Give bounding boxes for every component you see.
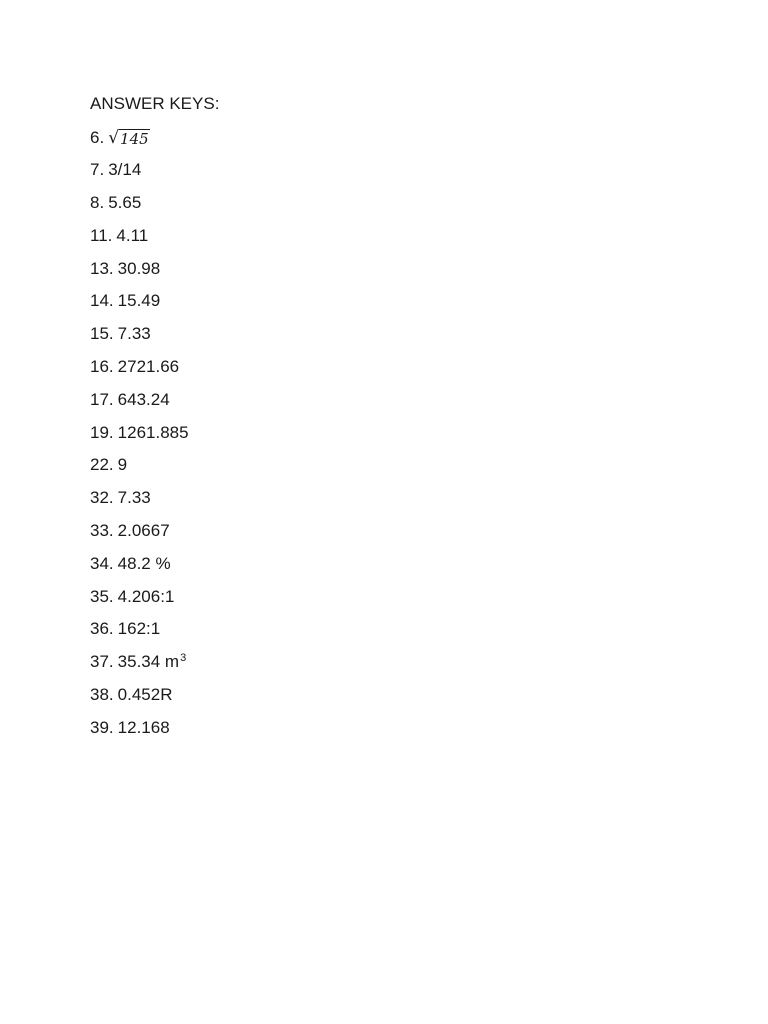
answer-row xyxy=(90,159,219,181)
answer-value: 2.0667 xyxy=(117,521,170,541)
answer-row xyxy=(90,389,219,411)
answer-row xyxy=(90,717,219,739)
unit-exponent: 3 xyxy=(180,652,187,665)
answer-row xyxy=(90,684,219,706)
answer-value: 35.34 m xyxy=(117,652,180,672)
answer-number: 33 . xyxy=(90,521,114,540)
answer-number: 22 . xyxy=(90,455,114,474)
answer-number: 15 . xyxy=(90,324,114,343)
answer-value: 162:1 xyxy=(117,619,161,639)
answer-value: 15.49 xyxy=(117,291,161,311)
answer-number: 8 . xyxy=(90,193,104,212)
answer-value: 0.452R xyxy=(117,685,173,705)
answer-row xyxy=(90,454,219,476)
answer-value: 7.33 xyxy=(117,324,151,344)
answer-value: 5.65 xyxy=(108,193,142,213)
answer-value: 9 xyxy=(117,455,128,475)
answer-value: 48.2 % xyxy=(117,553,171,573)
answer-number: 38 . xyxy=(90,685,114,704)
answer-row xyxy=(90,290,219,312)
answer-value: 2721.66 xyxy=(117,357,180,377)
answer-row xyxy=(90,651,219,673)
answer-row xyxy=(90,422,219,444)
answer-list xyxy=(90,127,219,739)
answer-number: 7 . xyxy=(90,160,104,179)
answer-number: 19 . xyxy=(90,423,114,442)
answer-row xyxy=(90,258,219,280)
answer-value: 4.11 xyxy=(116,225,149,245)
answer-number: 34 . xyxy=(90,554,114,573)
answer-number: 16 . xyxy=(90,357,114,376)
radical-sign-icon: √ xyxy=(108,127,120,148)
answer-number: 35 . xyxy=(90,587,114,606)
answer-value: 12.168 xyxy=(117,717,170,737)
answer-number: 14 . xyxy=(90,291,114,310)
answer-value: 30.98 xyxy=(117,258,161,278)
answer-keys-heading: ANSWER KEYS: xyxy=(90,94,220,113)
answer-row xyxy=(90,225,219,247)
answer-number: 36 . xyxy=(90,619,114,638)
answer-row xyxy=(90,520,219,542)
answer-value: 643.24 xyxy=(117,389,170,409)
answer-number: 37 . xyxy=(90,652,114,671)
answer-value: 4.206:1 xyxy=(117,586,175,606)
answer-row xyxy=(90,192,219,214)
answer-row xyxy=(90,618,219,640)
answer-value: 7.33 xyxy=(117,488,151,508)
radicand: 145 xyxy=(120,129,149,148)
answer-number: 17 . xyxy=(90,390,114,409)
answer-number: 13 . xyxy=(90,259,114,278)
document-page xyxy=(90,93,219,750)
answer-row xyxy=(90,553,219,575)
answer-number: 6 . xyxy=(90,128,104,147)
answer-number: 39 . xyxy=(90,718,114,737)
answer-row xyxy=(90,487,219,509)
square-root-expression xyxy=(108,127,149,149)
answer-row xyxy=(90,127,219,149)
answer-row xyxy=(90,356,219,378)
answer-value: 3/14 xyxy=(108,160,142,180)
answer-number: 32 . xyxy=(90,488,114,507)
answer-row xyxy=(90,323,219,345)
answer-row xyxy=(90,586,219,608)
answer-number: 11 . xyxy=(90,226,112,245)
answer-value: 1261.885 xyxy=(117,422,189,442)
